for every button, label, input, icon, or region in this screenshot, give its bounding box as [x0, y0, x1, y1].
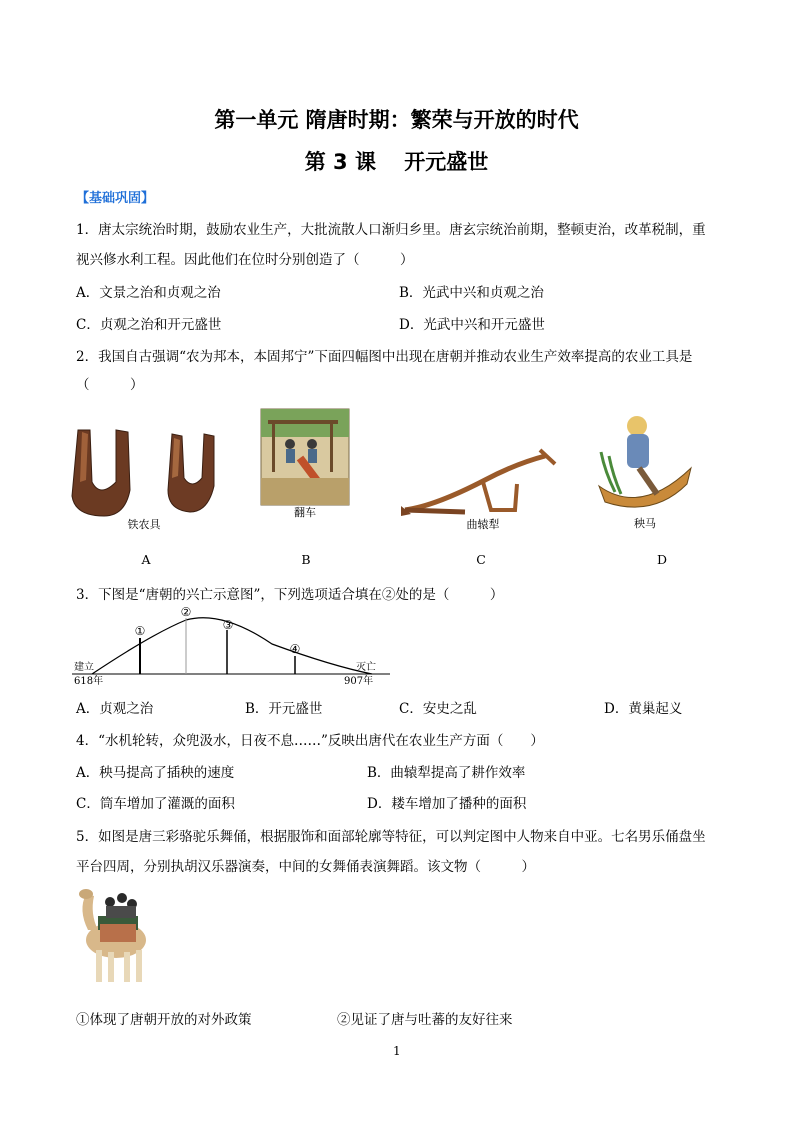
q3-option-b[interactable]: B．开元盛世: [245, 701, 323, 717]
marker-1: ①: [134, 624, 146, 638]
camel-figurine-image: [74, 880, 154, 990]
start-label: 建立: [74, 662, 94, 673]
marker-2: ②: [180, 605, 192, 619]
caption-c: 曲辕犁: [466, 518, 500, 530]
q3-option-d[interactable]: D．黄巢起义: [604, 701, 683, 717]
caption-a: 铁农具: [127, 518, 161, 530]
q1-stem-line2: 视兴修水利工程。因此他们在位时分别创造了（ ）: [76, 252, 414, 268]
section-label: 【基础巩固】: [76, 191, 155, 206]
caption-b: 翻车: [294, 506, 316, 518]
q1-option-d[interactable]: D．光武中兴和开元盛世: [399, 317, 545, 333]
rice-boat-image: [595, 412, 695, 532]
q4-option-c[interactable]: C．筒车增加了灌溉的面积: [76, 796, 235, 812]
water-wheel-image: [260, 408, 352, 518]
end-year: 907年: [344, 676, 374, 687]
q5-stem-line1: 5．如图是唐三彩骆驼乐舞俑，根据服饰和面部轮廓等特征，可以判定图中人物来自中亚。七名男乐俑盘坐: [76, 829, 706, 845]
image-letter-c[interactable]: C: [476, 552, 486, 567]
q3-option-c[interactable]: C．安史之乱: [399, 701, 477, 717]
q3-option-a[interactable]: A．贞观之治: [76, 701, 154, 717]
q1-option-c[interactable]: C．贞观之治和开元盛世: [76, 317, 222, 333]
q2-stem-line1: 2．我国自古强调“农为邦本，本固邦宁”下面四幅图中出现在唐朝并推动农业生产效率提高的农业工具是: [76, 349, 693, 365]
q5-statement-1[interactable]: ①体现了唐朝开放的对外政策: [76, 1012, 252, 1028]
q1-option-a[interactable]: A．文景之治和贞观之治: [76, 285, 221, 301]
image-letter-a[interactable]: A: [141, 552, 151, 567]
q4-option-b[interactable]: B．曲辕犁提高了耕作效率: [367, 765, 526, 781]
caption-d: 秧马: [634, 517, 656, 530]
image-letter-b[interactable]: B: [301, 552, 311, 567]
q3-stem: 3．下图是“唐朝的兴亡示意图”，下列选项适合填在②处的是（ ）: [76, 587, 504, 603]
q5-stem-line2: 平台四周，分别执胡汉乐器演奏，中间的女舞俑表演舞蹈。该文物（ ）: [76, 859, 535, 875]
q4-option-d[interactable]: D．耧车增加了播种的面积: [367, 796, 527, 812]
page-number: 1: [393, 1044, 401, 1058]
tang-rise-fall-diagram: [72, 604, 392, 688]
page-title: 第一单元 隋唐时期：繁荣与开放的时代: [214, 108, 579, 132]
curved-plow-image: [395, 440, 565, 530]
q5-statement-2[interactable]: ②见证了唐与吐蕃的友好往来: [337, 1012, 513, 1028]
image-letter-d[interactable]: D: [656, 552, 668, 567]
end-label: 灭亡: [356, 662, 376, 673]
q2-stem-line2: （ ）: [76, 377, 144, 393]
marker-3: ③: [222, 618, 234, 632]
q4-stem: 4．“水机轮转，众兜汲水，日夜不息……”反映出唐代在农业生产方面（ ）: [76, 733, 544, 749]
q1-option-b[interactable]: B．光武中兴和贞观之治: [399, 285, 544, 301]
q4-option-a[interactable]: A．秧马提高了插秧的速度: [76, 765, 235, 781]
lesson-title: 第 3 课 开元盛世: [304, 150, 489, 174]
q1-stem-line1: 1．唐太宗统治时期，鼓励农业生产，大批流散人口渐归乡里。唐玄宗统治前期，整顿吏治，改革税制，重: [76, 222, 706, 238]
iron-tools-image: [70, 420, 230, 530]
marker-4: ④: [289, 642, 301, 656]
start-year: 618年: [74, 676, 104, 687]
